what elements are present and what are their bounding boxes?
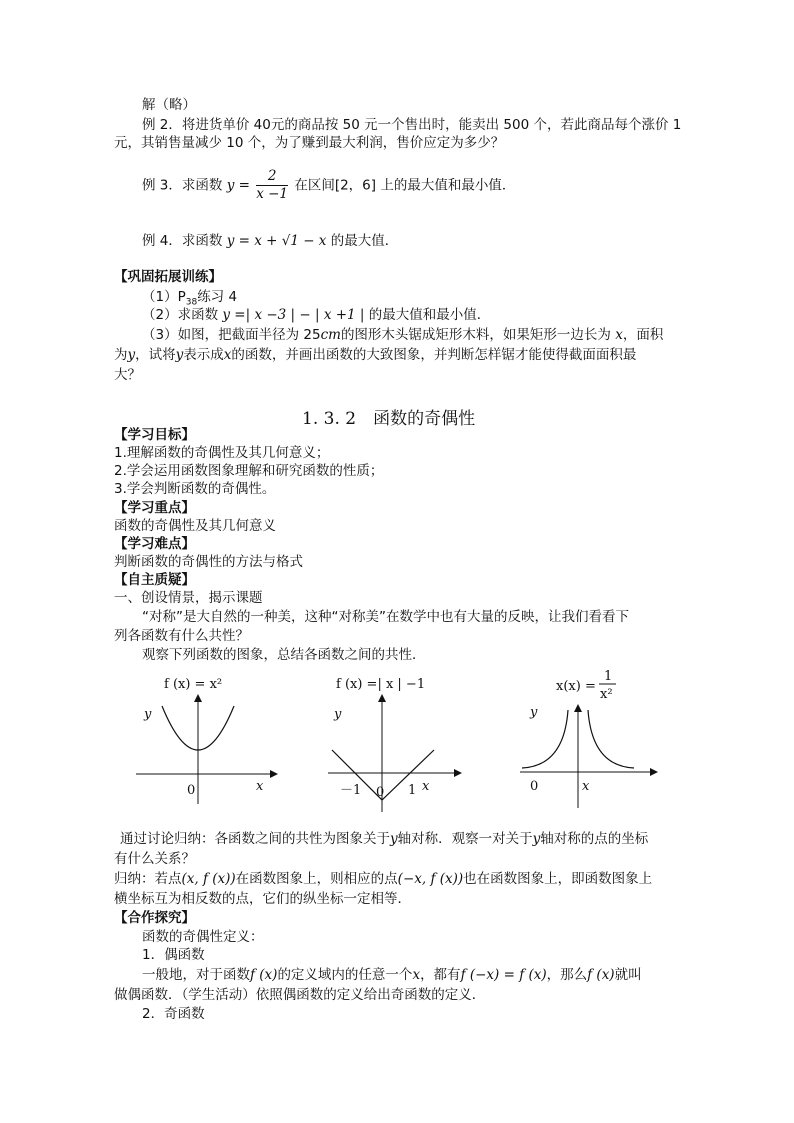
discussion-3: 归纳：若点(x, f (x))在函数图象上，则相应的点(−x, f (x))也在函数图象上，即函数图象上 (114, 871, 653, 887)
graph1-x-label: x (256, 779, 264, 794)
graph2-x-arrow (454, 769, 462, 777)
example-3: 例 3．求函数 y = $\frac{2}{x -1}$ 在区间[2，6] 上的最大值和最小值． (142, 168, 516, 202)
graph2-x-label: x (422, 779, 430, 794)
graph3-y-arrow (574, 704, 582, 712)
section-consolidate: 【巩固拓展训练】 (114, 269, 222, 285)
section-difficulty: 【学习难点】 (114, 536, 195, 552)
graph2-label: f (x) =| x | −1 (336, 677, 426, 692)
graph2-pos1: 1 (408, 783, 417, 798)
self-2: “对称”是大自然的一种美，这种“对称美”在数学中也有大量的反映，让我们看看下 (142, 609, 629, 625)
coop-5: 2．奇函数 (142, 1006, 205, 1022)
coop-4: 做偶函数．（学生活动）依照偶函数的定义给出奇函数的定义． (114, 987, 486, 1003)
goal-2: 2.学会运用函数图象理解和研究函数的性质； (114, 463, 384, 479)
key-point: 函数的奇偶性及其几何意义 (114, 518, 276, 534)
practice-1: $(1)P_{38}$练习 4 (142, 289, 238, 308)
graph2-y-arrow (378, 694, 386, 702)
difficulty: 判断函数的奇偶性的方法与格式 (114, 554, 303, 570)
graph2-neg1: －1 (340, 783, 362, 798)
discussion-1: 通过讨论归纳：各函数之间的共性为图象关于y轴对称．观察一对关于y轴对称的点的坐标 (120, 831, 649, 847)
discussion-4: 横坐标互为相反数的点，它们的纵坐标一定相等． (114, 891, 411, 907)
solution-omitted: 解（略） (142, 97, 196, 113)
practice-2: （2）求函数 y =| x −3 | − | x +1 | 的最大值和最小值． (142, 307, 491, 323)
graph3-x-arrow (650, 768, 658, 776)
section-title: 1. 3. 2 函数的奇偶性 (302, 409, 476, 429)
practice-3-line3: 大？ (114, 367, 141, 383)
graph1-x-arrow (270, 770, 278, 778)
section-key: 【学习重点】 (114, 500, 195, 516)
self-3: 列各函数有什么共性？ (114, 628, 249, 644)
graph3-num: 1 (604, 669, 613, 684)
graph3-den: x² (600, 687, 613, 702)
goal-3: 3.学会判断函数的奇偶性。 (114, 481, 276, 497)
graph1-origin: 0 (187, 783, 196, 798)
graph3-x-label: x (582, 779, 590, 794)
graph-one-over-x-squared (516, 660, 666, 810)
graph1-label: f (x) = x² (164, 677, 223, 692)
example-2-line1: 例 2．将进货单价 40元的商品按 50 元一个售出时，能卖出 500 个，若此商品每个涨价 1 (142, 117, 682, 133)
graph2-y-label: y (334, 707, 342, 722)
discussion-2: 有什么关系？ (114, 851, 195, 867)
goal-1: 1.理解函数的奇偶性及其几何意义； (114, 445, 330, 461)
section-goal: 【学习目标】 (114, 427, 195, 443)
self-1: 一、创设情景，揭示课题 (114, 590, 263, 606)
graph1-y-arrow (194, 694, 202, 702)
graph3-left-branch (522, 710, 568, 768)
practice-3-line2: 为y，试将y表示成x的函数，并画出函数的大致图象，并判断怎样锯才能使得截面面积最 (114, 347, 637, 363)
graph-x-squared (130, 666, 280, 806)
example-2-line2: 元，其销售量减少 10 个，为了赚到最大利润，售价应定为多少？ (114, 135, 505, 151)
graph-abs-x-minus-1 (324, 666, 466, 814)
coop-2: 1．偶函数 (142, 947, 205, 963)
graph3-right-branch (588, 710, 634, 768)
self-4: 观察下列函数的图象，总结各函数之间的共性． (142, 647, 426, 663)
practice-3-line1: （3）如图，把截面半径为 25cm的图形木头锯成矩形木料，如果矩形一边长为 x，面积 (142, 327, 664, 343)
coop-3: 一般地，对于函数f (x)的定义域内的任意一个x，都有f (−x) = f (x)，那么f (x)就叫 (142, 967, 642, 983)
graph3-origin: 0 (530, 779, 539, 794)
example-4: 例 4．求函数 y = x + √1 − x 的最大值． (142, 233, 399, 249)
graph2-origin: 0 (376, 785, 385, 800)
graph1-y-label: y (144, 707, 152, 722)
coop-1: 函数的奇偶性定义： (142, 929, 264, 945)
section-coop: 【合作探究】 (114, 910, 195, 926)
graph3-label: x(x) = (556, 679, 596, 694)
section-self: 【自主质疑】 (114, 572, 195, 588)
graph3-y-label: y (530, 705, 538, 720)
